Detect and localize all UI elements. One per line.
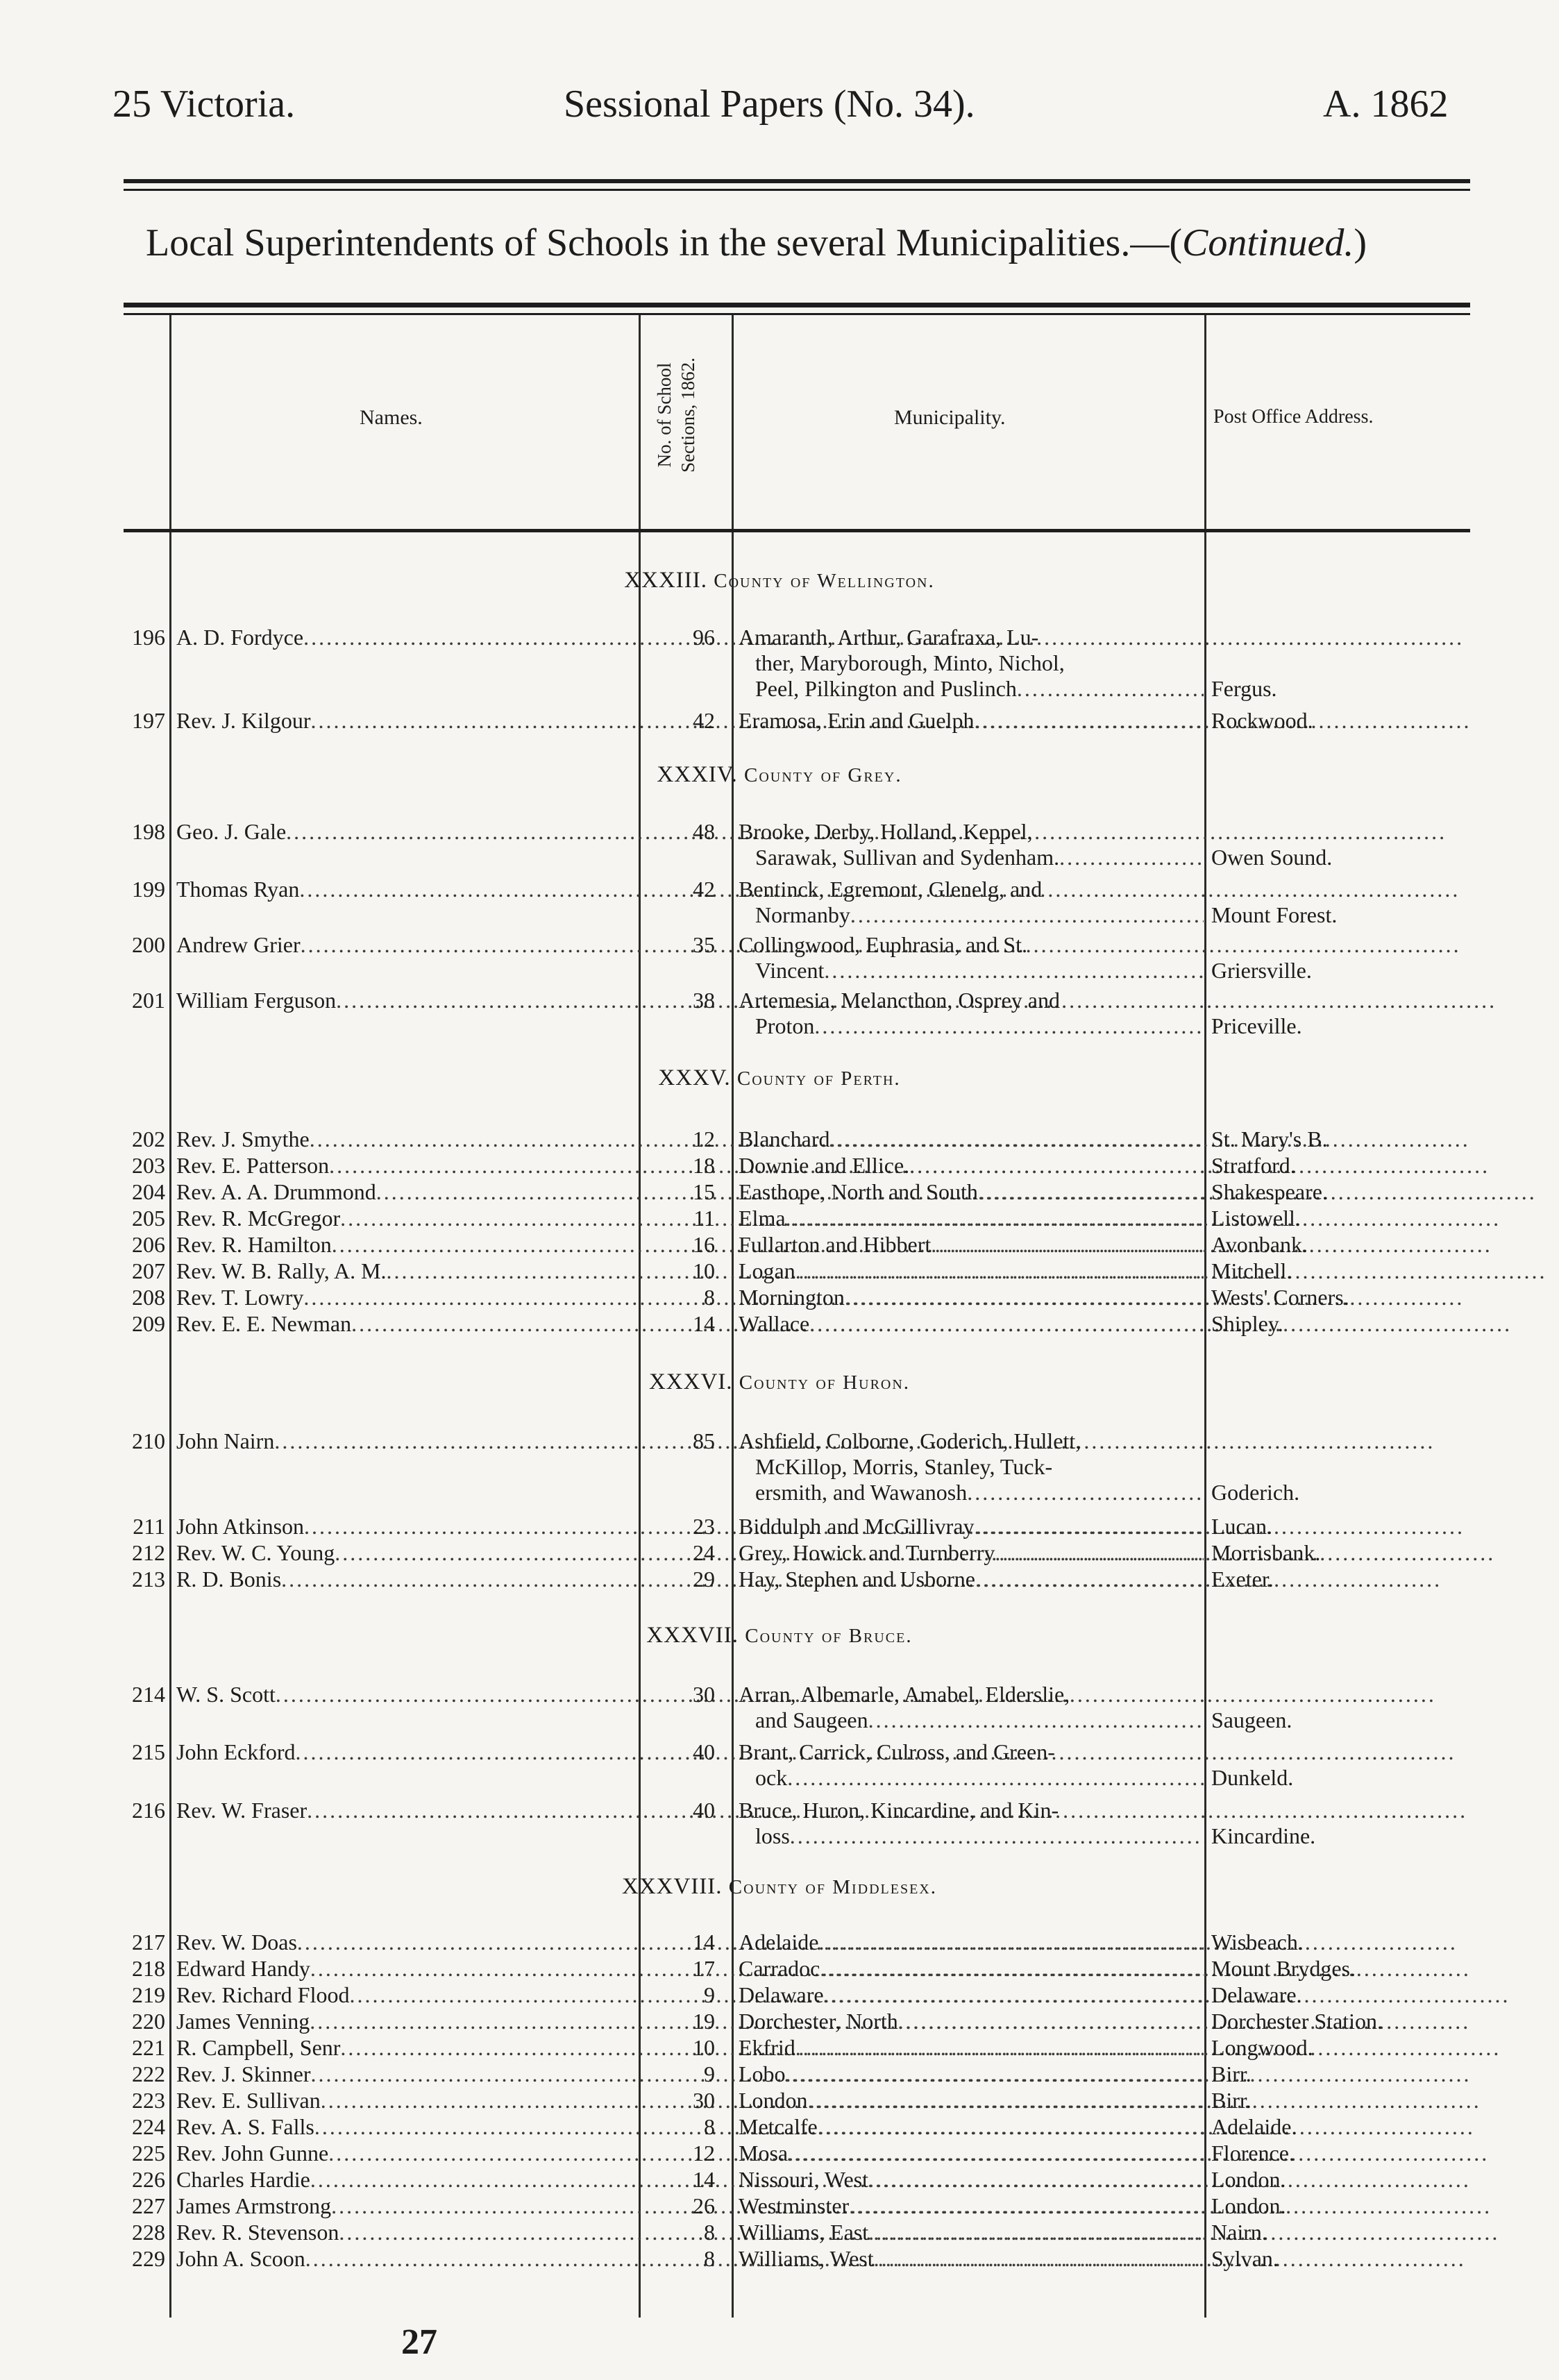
superintendent-name-text: John Eckford [176,1739,296,1764]
county-name: County of Bruce. [745,1625,913,1647]
municipality-line [739,2246,1204,2272]
municipality-line [739,2009,1204,2034]
post-office-address: Avonbank. [1211,1232,1308,1257]
municipality-line [739,2088,1204,2113]
names-column-header: Names. [360,406,423,429]
municipality-text: Proton [755,1013,815,1038]
municipality-line [739,2167,1204,2193]
row-number: 198 [132,819,165,844]
superintendent-name-text: Geo. J. Gale [176,819,287,844]
municipality-line: Ashfield, Colborne, Goderich, Hullett, [739,1428,1081,1453]
municipality-line [739,2193,1204,2219]
municipality-line: Brant, Carrick, Culross, and Green- [739,1739,1055,1764]
superintendent-name-text: Rev. J. Kilgour [176,708,311,733]
row-number: 217 [132,1930,165,1955]
row-number: 225 [132,2141,165,2166]
superintendent-name-text: James Armstrong [176,2193,332,2218]
school-sections-count: 9 [704,1982,715,2007]
dot-leader [974,708,1204,734]
school-sections-count: 38 [693,988,715,1013]
dot-leader [824,958,1204,984]
superintendent-name-text: Rev. John Gunne [176,2141,329,2166]
municipality-line [739,1823,1204,1849]
post-office-address: Dorchester Station. [1211,2009,1383,2034]
dot-leader [850,902,1204,928]
post-office-address: Priceville. [1211,1013,1302,1038]
school-sections-count: 96 [693,625,715,650]
page-number: 27 [401,2322,437,2362]
superintendent-name-text: Thomas Ryan [176,877,300,902]
table-top-rule-thin [124,313,1470,315]
dot-leader [898,2009,1204,2034]
superintendent-name-text: William Ferguson [176,988,337,1013]
school-sections-count: 14 [693,1930,715,1955]
school-sections-count: 8 [704,2114,715,2139]
superintendent-name-text: Rev. J. Skinner [176,2061,311,2086]
post-office-address: Exeter. [1211,1567,1274,1592]
municipality-text: Metcalfe [739,2114,818,2139]
dot-leader [790,1823,1204,1849]
municipality-text: Lobo [739,2061,786,2086]
municipality-line: Amaranth, Arthur, Garafraxa, Lu- [739,625,1039,650]
dot-leader [809,1311,1204,1337]
post-office-address: Adelaide. [1211,2114,1297,2139]
county-heading [0,762,1559,788]
school-sections-count: 8 [704,2246,715,2271]
school-sections-count: 12 [693,2141,715,2166]
municipality-text: and Saugeen [755,1707,868,1732]
municipality-line [739,1311,1204,1337]
post-office-address: Dunkeld. [1211,1765,1294,1790]
school-sections-count: 10 [693,1258,715,1283]
municipality-text: Westminster [739,2193,850,2218]
post-office-address: Mount Brydges. [1211,1956,1356,1981]
municipality-text: Wallace [739,1311,810,1336]
municipality-text: Dorchester, North [739,2009,898,2034]
school-sections-count: 23 [693,1514,715,1539]
municipality-line [739,845,1204,870]
superintendent-name-text: Rev. A. S. Falls [176,2114,314,2139]
municipality-text: Mosa [739,2141,789,2166]
post-office-address: Wests' Corners. [1211,1285,1349,1310]
county-numeral: XXXVIII. [622,1874,723,1899]
municipality-line: Bentinck, Egremont, Glenelg, and [739,877,1043,902]
municipality-line [739,1930,1204,1955]
county-name: County of Huron. [739,1372,911,1394]
municipality-line: Arran, Albemarle, Amabel, Elderslie, [739,1682,1070,1707]
county-heading [0,568,1559,593]
dot-leader [1017,676,1204,702]
post-office-address: Nairn. [1211,2220,1267,2245]
sections-header-line2: Sections, 1862. [677,357,698,473]
superintendent-name-text: W. S. Scott [176,1682,276,1707]
row-number: 197 [132,708,165,733]
post-office-address: Morrisbank. [1211,1540,1321,1565]
school-sections-count: 42 [693,877,715,902]
county-heading [0,1369,1559,1395]
dot-leader [819,1930,1204,1955]
row-number: 223 [132,2088,165,2113]
municipality-line: Bruce, Huron, Kincardine, and Kin- [739,1798,1059,1823]
municipality-text: Mornington [739,1285,845,1310]
municipality-text: Logan [739,1258,795,1283]
header-bottom-rule [124,529,1470,532]
post-office-address: Rockwood. [1211,708,1313,733]
municipality-text: Elma [739,1206,786,1231]
superintendent-name-text: A. D. Fordyce [176,625,304,650]
running-header [0,82,1559,151]
post-office-address: Sylvan. [1211,2246,1279,2271]
municipality-line [739,1206,1204,1231]
county-numeral: XXXVI. [648,1369,733,1394]
row-number: 213 [132,1567,165,1592]
municipality-line [739,958,1204,984]
municipality-text: ersmith, and Wawanosh [755,1480,968,1505]
municipality-text: Williams, West [739,2246,874,2271]
dot-leader [830,1126,1204,1152]
municipality-line [739,676,1204,702]
post-office-address: Lucan. [1211,1514,1272,1539]
superintendent-name-text: R. Campbell, Senr [176,2035,341,2060]
school-sections-count: 18 [693,1153,715,1178]
municipality-text: Easthope, North and South [739,1179,978,1204]
column-divider [169,315,171,2318]
school-sections-count: 8 [704,2220,715,2245]
school-sections-count: 11 [693,1206,715,1231]
dot-leader [975,1567,1204,1592]
school-sections-count: 14 [693,2167,715,2192]
table-title-close: ) [1354,221,1367,264]
row-number: 218 [132,1956,165,1981]
post-office-address: Mount Forest. [1211,902,1338,927]
dot-leader [788,2141,1204,2166]
dot-leader [849,2193,1204,2219]
municipality-text: London [739,2088,808,2113]
row-number: 227 [132,2193,165,2218]
post-office-address: Stratford. [1211,1153,1296,1178]
municipality-line: Artemesia, Melancthon, Osprey and [739,988,1060,1013]
municipality-line [739,1153,1204,1179]
row-number: 226 [132,2167,165,2192]
municipality-text: Nissouri, West [739,2167,869,2192]
municipality-text: Normanby [755,902,850,927]
municipality-line [739,1480,1204,1505]
post-office-address: Delaware. [1211,1982,1302,2007]
school-sections-count: 35 [693,932,715,957]
municipality-line: ther, Maryborough, Minto, Nichol, [755,650,1065,675]
superintendent-name-text: Rev. E. E. Newman [176,1311,352,1336]
municipality-line [739,1956,1204,1982]
municipality-line [739,1707,1204,1733]
post-office-address: Florence. [1211,2141,1295,2166]
row-number: 207 [132,1258,165,1283]
post-office-address: Wisbeach. [1211,1930,1304,1955]
dot-leader [874,2246,1204,2272]
school-sections-count: 8 [704,1285,715,1310]
post-office-address: London. [1211,2193,1286,2218]
municipality-text: Vincent [755,958,825,983]
school-sections-count: 42 [693,708,715,733]
municipality-line [739,1514,1204,1539]
dot-leader [1059,845,1204,870]
table-title-main: Local Superintendents of Schools in the several Municipalities.—( [146,221,1182,264]
school-sections-count: 29 [693,1567,715,1592]
school-sections-count: 85 [693,1428,715,1453]
municipality-text: Grey, Howick and Turnberry [739,1540,995,1565]
row-number: 219 [132,1982,165,2007]
header-rule-thick [124,179,1470,183]
header-rule-thin [124,189,1470,191]
post-office-address: Listowell. [1211,1206,1301,1231]
dot-leader [818,2114,1204,2140]
post-office-address: Kincardine. [1211,1823,1316,1848]
municipality-line [739,1013,1204,1039]
sections-column-header [627,311,725,519]
county-numeral: XXXV. [658,1065,731,1090]
county-name: County of Wellington. [714,570,935,592]
municipality-column-header: Municipality. [894,406,1006,429]
row-number: 196 [132,625,165,650]
superintendent-name-text: James Venning [176,2009,310,2034]
row-number: 204 [132,1179,165,1204]
school-sections-count: 30 [693,2088,715,2113]
row-number: 203 [132,1153,165,1178]
municipality-line [739,902,1204,928]
municipality-line [739,1126,1204,1152]
school-sections-count: 26 [693,2193,715,2218]
row-number: 201 [132,988,165,1013]
municipality-line [739,2141,1204,2166]
superintendent-name-text: R. D. Bonis [176,1567,282,1592]
table-top-rule-thick [124,303,1470,307]
row-number: 228 [132,2220,165,2245]
municipality-text: loss [755,1823,790,1848]
superintendent-name-text: Rev. T. Lowry [176,1285,304,1310]
superintendent-name-text: Rev. W. Doas [176,1930,297,1955]
dot-leader [795,1258,1204,1284]
county-numeral: XXXVII. [646,1623,739,1648]
county-name: County of Middlesex. [728,1876,937,1898]
school-sections-count: 30 [693,1682,715,1707]
municipality-text: Eramosa, Erin and Guelph [739,708,975,733]
post-office-address: London. [1211,2167,1286,2192]
dot-leader [795,2035,1204,2061]
municipality-line [739,2220,1204,2245]
municipality-line [739,1258,1204,1284]
municipality-line: McKillop, Morris, Stanley, Tuck- [755,1454,1053,1479]
school-sections-count: 40 [693,1739,715,1764]
municipality-text: Peel, Pilkington and Puslinch [755,676,1017,701]
dot-leader [868,2167,1204,2193]
superintendent-name-text: Rev. W. Fraser [176,1798,307,1823]
dot-leader [808,2088,1204,2113]
municipality-text: Ekfrid [739,2035,795,2060]
row-number: 229 [132,2246,165,2271]
superintendent-name-text: Rev. W. B. Rally, A. M. [176,1258,387,1283]
post-office-address: Birr. [1211,2061,1252,2086]
school-sections-count: 40 [693,1798,715,1823]
superintendent-name-text: Rev. J. Smythe [176,1126,310,1151]
row-number: 222 [132,2061,165,2086]
row-number: 212 [132,1540,165,1565]
municipality-text: Blanchard [739,1126,830,1151]
municipality-text: Carradoc [739,1956,820,1981]
superintendent-name-text: John A. Scoon [176,2246,305,2271]
row-number: 205 [132,1206,165,1231]
row-number: 211 [133,1514,165,1539]
superintendent-name-text: Rev. A. A. Drummond [176,1179,376,1204]
school-sections-count: 19 [693,2009,715,2034]
county-heading [0,1874,1559,1900]
municipality-line [739,1232,1204,1258]
row-number: 210 [132,1428,165,1453]
sections-header-line1: No. of School [654,362,675,468]
superintendent-name-text: John Atkinson [176,1514,305,1539]
dot-leader [868,2220,1204,2245]
post-office-address: Shipley. [1211,1311,1283,1336]
county-heading [0,1065,1559,1091]
dot-leader [787,1765,1204,1791]
post-office-address: Saugeen. [1211,1707,1292,1732]
row-number: 224 [132,2114,165,2139]
county-numeral: XXXIII. [624,568,708,593]
dot-leader [868,1707,1204,1733]
municipality-line [739,2035,1204,2061]
dot-leader [786,2061,1204,2087]
municipality-line [739,2061,1204,2087]
dot-leader [814,1013,1204,1039]
superintendent-name-text: Rev. E. Patterson [176,1153,330,1178]
superintendent-name-text: Rev. E. Sullivan [176,2088,321,2113]
post-office-address: St. Mary's B. [1211,1126,1328,1151]
row-number: 220 [132,2009,165,2034]
post-office-column-header: Post Office Address. [1213,406,1374,428]
post-office-address: Fergus. [1211,676,1277,701]
row-number: 215 [132,1739,165,1764]
row-number: 200 [132,932,165,957]
post-office-address: Shakespeare. [1211,1179,1328,1204]
dot-leader [967,1480,1204,1505]
school-sections-count: 14 [693,1311,715,1336]
municipality-text: Downie and Ellice. [739,1153,910,1178]
dot-leader [978,1179,1204,1205]
superintendent-name-text: Rev. R. McGregor [176,1206,341,1231]
row-number: 209 [132,1311,165,1336]
row-number: 206 [132,1232,165,1257]
municipality-text: Adelaide [739,1930,819,1955]
post-office-address: Mitchell. [1211,1258,1292,1283]
municipality-text: Delaware [739,1982,824,2007]
municipality-text: Hay, Stephen and Usborne [739,1567,975,1592]
row-number: 208 [132,1285,165,1310]
year-label: A. 1862 [1323,83,1449,126]
municipality-line [739,1567,1204,1592]
post-office-address: Goderich. [1211,1480,1300,1505]
municipality-line: Brooke, Derby, Holland, Keppel, [739,819,1033,844]
school-sections-count: 15 [693,1179,715,1204]
superintendent-name-text: Rev. R. Stevenson [176,2220,339,2245]
municipality-line: Collingwood, Euphrasia, and St. [739,932,1027,957]
school-sections-count: 10 [693,2035,715,2060]
superintendent-name-text: Charles Hardie [176,2167,310,2192]
school-sections-count: 48 [693,819,715,844]
table-title [146,221,1367,265]
superintendent-name-text: Rev. W. C. Young [176,1540,335,1565]
school-sections-count: 16 [693,1232,715,1257]
superintendent-name-text: John Nairn [176,1428,275,1453]
municipality-text: Biddulph and McGillivray [739,1514,975,1539]
superintendent-name-text: Edward Handy [176,1956,310,1981]
post-office-address: Griersville. [1211,958,1312,983]
superintendent-name-text: Rev. R. Hamilton [176,1232,332,1257]
post-office-address: Owen Sound. [1211,845,1333,870]
municipality-line [739,1765,1204,1791]
municipality-line [739,1179,1204,1205]
post-office-address: Longwood. [1211,2035,1313,2060]
municipality-line [739,1540,1204,1566]
school-sections-count: 24 [693,1540,715,1565]
sessional-papers-label: Sessional Papers (No. 34). [564,83,975,126]
dot-leader [845,1285,1204,1310]
school-sections-count: 9 [704,2061,715,2086]
school-sections-count: 12 [693,1126,715,1151]
row-number: 202 [132,1126,165,1151]
municipality-line [739,708,1204,734]
dot-leader [931,1232,1204,1258]
county-numeral: XXXIV. [657,762,738,787]
school-sections-count: 17 [693,1956,715,1981]
table-title-continued: Continued. [1182,221,1354,264]
municipality-text: ock [755,1765,788,1790]
dot-leader [975,1514,1204,1539]
row-number: 214 [132,1682,165,1707]
row-number: 221 [132,2035,165,2060]
municipality-text: Fullarton and Hibbert [739,1232,932,1257]
municipality-line [739,1982,1204,2008]
dot-leader [820,1956,1204,1982]
session-label: 25 Victoria. [112,83,296,126]
municipality-line [739,2114,1204,2140]
post-office-address: Birr. [1211,2088,1252,2113]
municipality-text: Sarawak, Sullivan and Sydenham. [755,845,1060,870]
dot-leader [824,1982,1204,2008]
row-number: 216 [132,1798,165,1823]
dot-leader [909,1153,1204,1179]
county-name: County of Perth. [736,1067,901,1090]
municipality-line [739,1285,1204,1310]
row-number: 199 [132,877,165,902]
dot-leader [786,1206,1204,1231]
dot-leader [995,1540,1204,1566]
municipality-text: Williams, East [739,2220,869,2245]
superintendent-name-text: Rev. Richard Flood [176,1982,350,2007]
superintendent-name-text: Andrew Grier [176,932,301,957]
county-name: County of Grey. [743,764,902,786]
county-heading [0,1623,1559,1648]
